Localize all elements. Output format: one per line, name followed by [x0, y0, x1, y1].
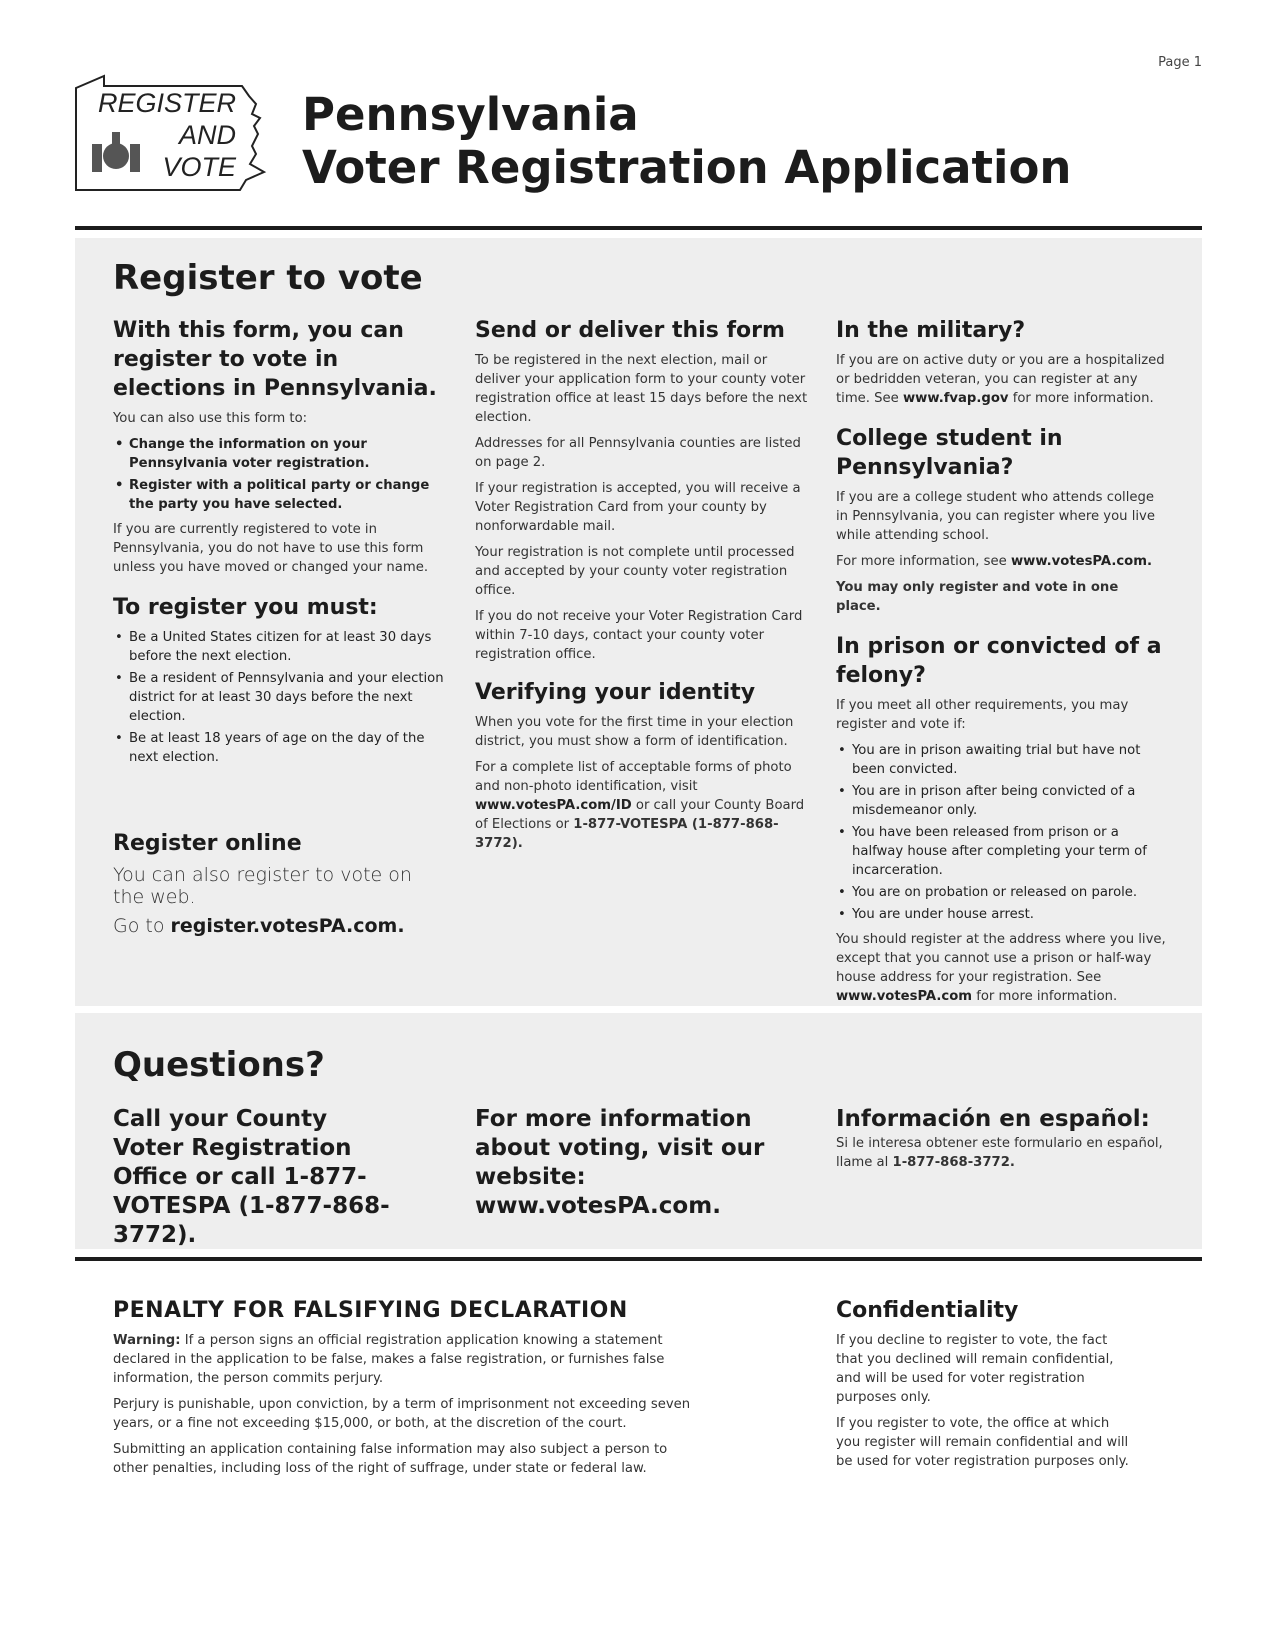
register-online-link[interactable]: register.votesPA.com. — [170, 915, 405, 937]
college-heading: College student in Pennsylvania? — [836, 426, 1063, 480]
votespa-link[interactable]: www.votesPA.com. — [1010, 554, 1152, 569]
divider — [75, 226, 1202, 230]
confidentiality-heading: Confidentiality — [836, 1298, 1019, 1323]
column-2 — [475, 316, 810, 860]
spanish-heading: Información en español: — [836, 1106, 1150, 1132]
list-item: • You are in prison awaiting trial but have not been convicted. — [836, 741, 1166, 779]
paragraph: Submitting an application containing false information may also subject a person to other penalties, including loss of the right of suffrage, under state or federal law. — [113, 1442, 668, 1476]
online-text: You can also register to vote on the web. — [113, 864, 412, 908]
prison-heading: In prison or convicted of a felony? — [836, 634, 1162, 688]
send-form-heading: Send or deliver this form — [475, 318, 785, 343]
warning-label: Warning: — [113, 1333, 181, 1348]
column-3 — [836, 316, 1166, 1013]
register-section — [75, 238, 1202, 1006]
list-item: • You are under house arrest. — [836, 905, 1166, 924]
votespa-link[interactable]: www.votesPA.com — [836, 989, 973, 1004]
penalty-section — [113, 1296, 693, 1485]
uses-list — [113, 435, 448, 514]
text: If you are on active duty or you are a hospitalized or bedridden veteran, you can register at any time. See — [836, 353, 1165, 406]
military-heading: In the military? — [836, 318, 1026, 343]
paragraph: If you meet all other requirements, you may register and vote if: — [836, 698, 1129, 732]
confidentiality-section — [836, 1296, 1136, 1478]
text: You should register at the address where you live, except that you cannot use a prison or half-way house address for your registration. See — [836, 932, 1166, 985]
list-item: • Be at least 18 years of age on the day of the next election. — [113, 729, 448, 767]
text: For a complete list of acceptable forms of photo and non-photo identification, visit — [475, 760, 792, 794]
requirements-heading: To register you must: — [113, 595, 378, 620]
note-text: If you are currently registered to vote in Pennsylvania, you do not have to use this form unless you have moved or changed your name. — [113, 522, 429, 575]
svg-text:VOTE: VOTE — [162, 152, 236, 182]
text: for more information. — [976, 989, 1118, 1004]
questions-heading: Questions? — [113, 1045, 325, 1085]
paragraph: If you register to vote, the office at which you register will remain confidential and will be used for voter registration purposes only. — [836, 1416, 1129, 1469]
paragraph: If your registration is accepted, you will receive a Voter Registration Card from your county by nonforwardable mail. — [475, 481, 801, 534]
section-heading: Register to vote — [113, 258, 423, 298]
paragraph: If you do not receive your Voter Registration Card within 7-10 days, contact your county voter registration office. — [475, 609, 803, 662]
phone-number: 1-877-VOTESPA (1-877-868-3772). — [475, 817, 779, 851]
id-link[interactable]: www.votesPA.com/ID — [475, 798, 632, 813]
register-online-heading: Register online — [113, 831, 302, 856]
questions-section — [75, 1013, 1202, 1249]
text: for more information. — [1012, 391, 1154, 406]
list-item: • Register with a political party or change the party you have selected. — [113, 476, 448, 514]
register-and-vote-logo — [74, 74, 269, 194]
county-office-info: Call your County Voter Registration Office or call 1-877-VOTESPA (1-877-868-3772). — [113, 1106, 390, 1248]
list-item: • Be a resident of Pennsylvania and your election district for at least 30 days before the next election. — [113, 669, 448, 726]
paragraph: Your registration is not complete until processed and accepted by your county voter registration office. — [475, 545, 795, 598]
svg-text:REGISTER: REGISTER — [97, 88, 236, 118]
pennsylvania-outline-icon — [74, 74, 269, 194]
paragraph: Perjury is punishable, upon conviction, by a term of imprisonment not exceeding seven years, or a fine not exceeding $15,000, or both, at the discretion of the court. — [113, 1397, 691, 1431]
verify-identity-heading: Verifying your identity — [475, 680, 756, 705]
page-number: Page 1 — [1158, 55, 1202, 70]
title-line-2: Voter Registration Application — [302, 141, 1072, 194]
paragraph: If you decline to register to vote, the fact that you declined will remain confidential, and will be used for voter registration purposes only. — [836, 1333, 1114, 1405]
spanish-info — [836, 1105, 1171, 1179]
text: or call your County Board of Elections or — [475, 798, 805, 832]
list-item: • You have been released from prison or a halfway house after completing your term of incarceration. — [836, 823, 1166, 880]
phone-number: 1-877-868-3772. — [892, 1155, 1015, 1170]
divider — [75, 1257, 1202, 1261]
text: Si le interesa obtener este formulario en español, llame al — [836, 1136, 1163, 1170]
paragraph: If you are a college student who attends college in Pennsylvania, you can register where you live while attending school. — [836, 490, 1155, 543]
list-item: • Change the information on your Pennsylvania voter registration. — [113, 435, 448, 473]
paragraph: To be registered in the next election, mail or deliver your application form to your county voter registration office at least 15 days before the next election. — [475, 353, 808, 425]
form-purpose-heading: With this form, you can register to vote in elections in Pennsylvania. — [113, 318, 437, 401]
paragraph: When you vote for the first time in your election district, you must show a form of identification. — [475, 715, 794, 749]
intro-text: You can also use this form to: — [113, 411, 308, 426]
website-info: For more information about voting, visit our website: www.votesPA.com. — [475, 1106, 765, 1219]
list-item: • You are on probation or released on parole. — [836, 883, 1166, 902]
penalty-heading: PENALTY FOR FALSIFYING DECLARATION — [113, 1298, 628, 1323]
goto-label: Go to — [113, 915, 165, 937]
column-1 — [113, 316, 448, 944]
list-item: • Be a United States citizen for at least 30 days before the next election. — [113, 628, 448, 666]
one-place-note: You may only register and vote in one place. — [836, 580, 1119, 614]
requirements-list — [113, 628, 448, 767]
prison-list — [836, 741, 1166, 924]
text: For more information, see — [836, 554, 1007, 569]
fvap-link[interactable]: www.fvap.gov — [902, 391, 1009, 406]
page-title — [302, 88, 1071, 194]
svg-text:AND: AND — [178, 120, 236, 150]
title-line-1: Pennsylvania — [302, 88, 639, 141]
paragraph: Addresses for all Pennsylvania counties are listed on page 2. — [475, 436, 801, 470]
text: If a person signs an official registration application knowing a statement declared in the application to be false, makes a false registration, or furnishes false information, the person commits perjury. — [113, 1333, 665, 1386]
list-item: • You are in prison after being convicted of a misdemeanor only. — [836, 782, 1166, 820]
